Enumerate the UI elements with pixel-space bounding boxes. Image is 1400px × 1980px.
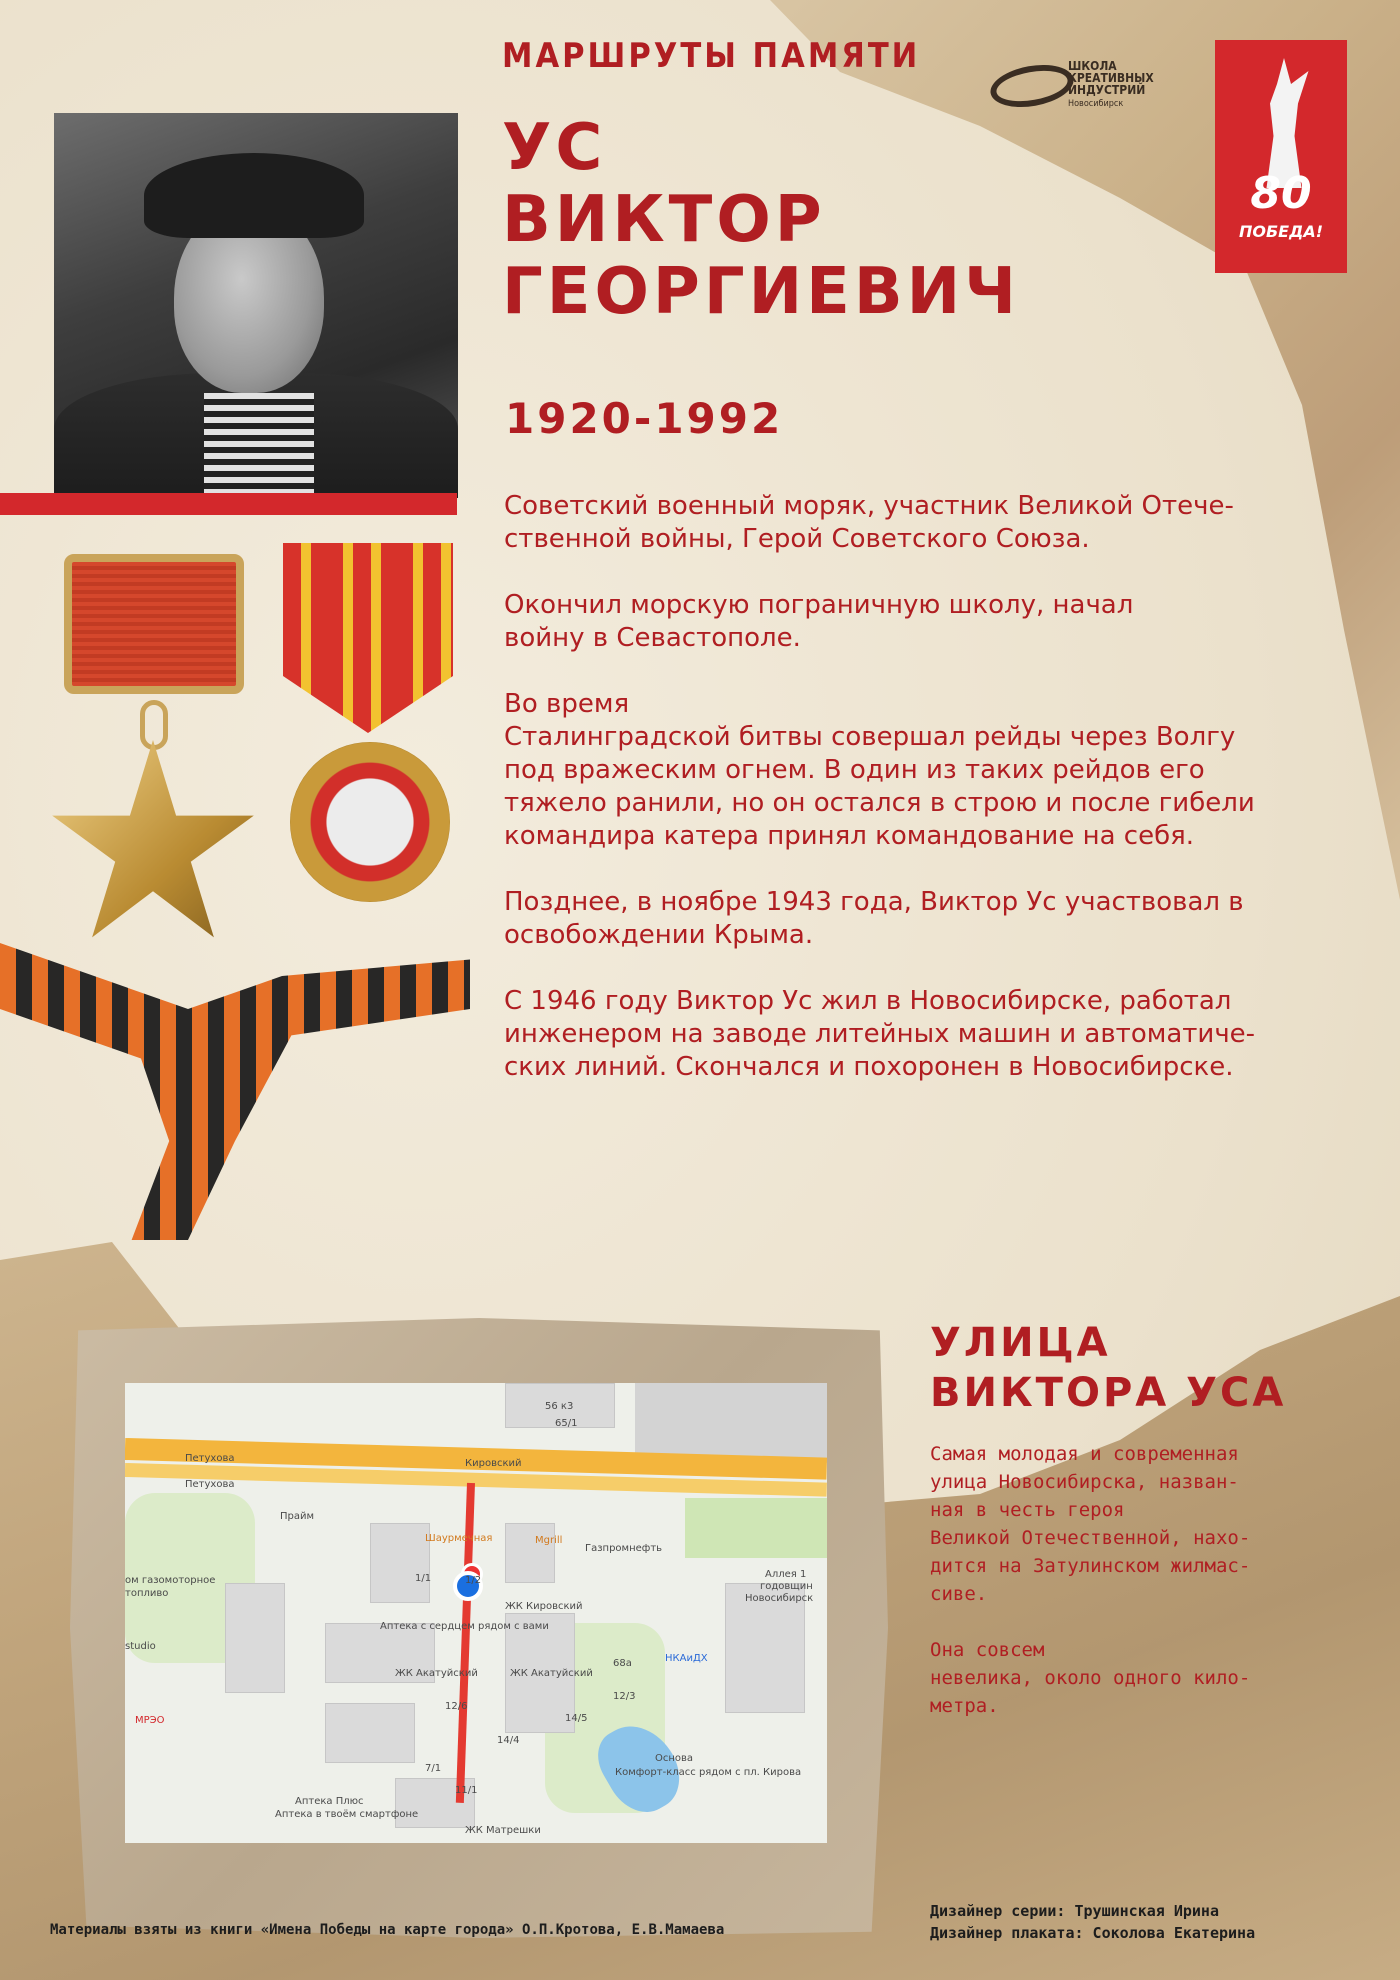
bio-paragraph-1: Советский военный моряк, участник Великой Отече- ственной войны, Герой Советского Союза. <box>504 491 1234 554</box>
map-route-line <box>455 1483 478 1803</box>
hero-patronymic: ГЕОРГИЕВИЧ <box>502 255 1020 329</box>
street-paragraph-2: Она совсем невелика, около одного кило- метра. <box>930 1639 1251 1717</box>
street-title <box>930 1318 1286 1418</box>
map-label: НКАиДХ <box>665 1653 708 1664</box>
hero-first-name: ВИКТОР <box>502 183 826 257</box>
bio-paragraph-5: С 1946 году Виктор Ус жил в Новосибирске, работал инженером на заводе литейных машин и автоматиче- ских линий. Скончался и похоронен в Новосибирске. <box>504 986 1256 1082</box>
map-label: ЖК Матрешки <box>465 1825 541 1836</box>
map-label: ЖК Акатуйский <box>510 1668 593 1679</box>
map-label: ом газомоторное <box>125 1575 216 1586</box>
map-label: Аллея 1 <box>765 1569 807 1580</box>
order-of-lenin <box>290 742 450 902</box>
map-building <box>370 1523 430 1603</box>
designer-series: Дизайнер серии: Трушинская Ирина <box>930 1902 1219 1920</box>
map-label: 12/6 <box>445 1701 468 1712</box>
bio-paragraph-3: Во время Сталинградской битвы совершал рейды через Волгу под вражеским огнем. В один из таких рейдов его тяжело ранили, но он остался в строю и после гибели командира катера принял командование на себя. <box>504 689 1255 851</box>
map-label: 14/4 <box>497 1735 520 1746</box>
bio-paragraph-2: Окончил морскую пограничную школу, начал войну в Севастополе. <box>504 590 1134 653</box>
map-label: ЖК Кировский <box>505 1601 583 1612</box>
map-label: 1/2 <box>465 1575 482 1586</box>
school-logo-line2: КРЕАТИВНЫХ <box>1068 71 1154 85</box>
street-paragraph-1: Самая молодая и современная улица Новосибирска, назван- ная в честь героя Великой Отечественной, нахо- дится на Затулинском жилмас- сиве. <box>930 1443 1251 1605</box>
victory-80-number: 80 <box>1250 168 1312 219</box>
map-building <box>325 1703 415 1763</box>
map-label: 7/1 <box>425 1763 442 1774</box>
map-label: Аптека в твоём смартфоне <box>275 1809 419 1820</box>
red-accent-bar <box>0 493 457 515</box>
map-label: 68а <box>613 1658 632 1669</box>
school-logo-city: Новосибирск <box>1068 99 1124 109</box>
gold-star-ring <box>140 700 168 750</box>
map-park-east <box>685 1498 827 1558</box>
school-logo-ring-icon <box>987 59 1077 113</box>
victory-80-text: ПОБЕДА! <box>1238 222 1324 241</box>
map-label: 14/5 <box>565 1713 588 1724</box>
map-label: 56 к3 <box>545 1401 574 1412</box>
school-logo-line1: ШКОЛА <box>1068 59 1117 73</box>
map-label: 65/1 <box>555 1418 578 1429</box>
school-logo-line3: ИНДУСТРИЙ <box>1068 83 1146 97</box>
photo-cap <box>144 153 364 238</box>
map-industrial-area <box>635 1383 827 1463</box>
school-logo-text <box>1068 60 1154 110</box>
map-label: Комфорт-класс рядом с пл. Кирова <box>615 1767 802 1778</box>
map-label: Кировский <box>465 1458 522 1469</box>
street-title-line2: ВИКТОРА УСА <box>930 1370 1287 1416</box>
street-map <box>125 1383 827 1843</box>
bio-paragraph-4: Позднее, в ноябре 1943 года, Виктор Ус участвовал в освобождении Крыма. <box>504 887 1244 950</box>
map-label: Шаурмечная <box>425 1533 493 1544</box>
map-label: 11/1 <box>455 1785 478 1796</box>
photo-telnyashka <box>204 393 314 498</box>
map-label: Новосибирск <box>745 1593 814 1604</box>
map-label: Основа <box>655 1753 694 1764</box>
hero-surname: УС <box>502 111 607 185</box>
gold-star-ribbon <box>64 554 244 694</box>
map-label: топливо <box>125 1588 169 1599</box>
map-label: Газпромнефть <box>585 1543 663 1554</box>
victory-80-logo <box>1215 40 1347 273</box>
map-label: МРЭО <box>135 1715 165 1726</box>
map-label: Петухова <box>185 1453 235 1464</box>
designer-poster: Дизайнер плаката: Соколова Екатерина <box>930 1924 1256 1942</box>
school-logo <box>990 58 1190 114</box>
map-building <box>505 1523 555 1583</box>
street-title-line1: УЛИЦА <box>930 1320 1111 1366</box>
street-description <box>930 1440 1350 1748</box>
hero-name <box>502 112 1020 328</box>
map-label: Mgrill <box>535 1535 563 1546</box>
biography <box>504 490 1364 1117</box>
map-building <box>225 1583 285 1693</box>
map-label: ЖК Акатуйский <box>395 1668 478 1679</box>
map-label: годовщин <box>760 1581 813 1592</box>
map-label: 12/3 <box>613 1691 636 1702</box>
map-label: Петухова <box>185 1479 235 1490</box>
map-label: Аптека с сердцем рядом с вами <box>380 1621 549 1632</box>
series-title: МАРШРУТЫ ПАМЯТИ <box>502 36 921 76</box>
source-citation: Материалы взяты из книги «Имена Победы на карте города» О.П.Кротова, Е.В.Мамаева <box>50 1922 725 1938</box>
map-label: 1/1 <box>415 1573 432 1584</box>
map-label: studio <box>125 1641 156 1652</box>
portrait-photo <box>54 113 458 498</box>
designer-credits <box>930 1900 1255 1944</box>
life-years: 1920-1992 <box>505 394 784 443</box>
map-label: Прайм <box>280 1511 315 1522</box>
map-label: Аптека Плюс <box>295 1796 364 1807</box>
